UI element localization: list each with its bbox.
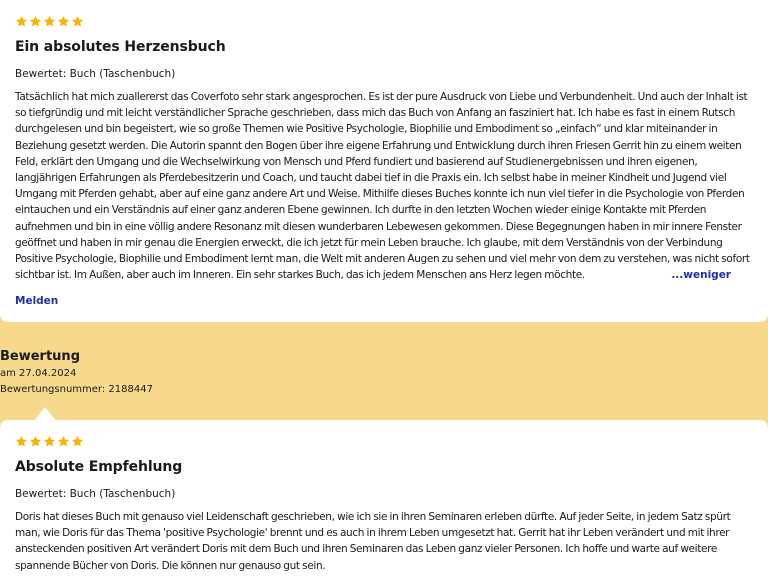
star-icon: [15, 15, 28, 28]
review-card: [0, 420, 768, 580]
star-icon: [71, 435, 84, 448]
review-text-container: [15, 89, 753, 283]
review-meta-heading: Bewertung: [0, 349, 80, 364]
review-text: Tatsächlich hat mich zuallererst das Coverfoto sehr stark angesprochen. Es ist der pure Ausdruck von Liebe und Verbundenheit. Und auch der Inhalt ist so tiefgründig und mit leicht verständlicher Sprache geschrieben, dass mich das Buch von Anfang an fasziniert hat. Ich habe es fast in einem Rutsch durchgelesen und bin begeistert, wie so große Themen wie Positive Psychologie, Biophilie und Embodiment so „einfach“ und klar miteinander in Beziehung gesetzt werden. Die Autorin spannt den Bogen über ihre eigene Erfahrung und Entwicklung durch ihren Friesen Gerrit hin zu einem weiten Feld, erklärt den Umgang und die Wechselwirkung von Mensch und Pferd fundiert und basierend auf Studienergebnissen und ihren eigenen, langjährigen Erfahrungen als Pferdebesitzerin und Coach, und taucht dabei tief in die Praxis ein. Ich selbst habe in meiner Kindheit und Jugend viel Umgang mit Pferden gehabt, aber auf eine ganz andere Art und Weise. Mithilfe dieses Buches konnte ich nun viel tiefer in die Psychologie von Pferden eintauchen und ein Verständnis auf einer ganz anderen Ebene gewinnen. Ich durfte in den letzten Wochen wieder einige Kontakte mit Pferden aufnehmen und bin in eine völlig andere Resonanz mit diesen wunderbaren Lebewesen gekommen. Diese Begegnungen haben in mir innere Fenster geöffnet und haben in mir genau die Energien erweckt, die ich jetzt für mein Leben brauche. Ich glaube, mit dem Verständnis von der Verbindung Positive Psychologie, Biophilie und Embodiment lernt man, die Welt mit anderen Augen zu sehen und viel mehr von dem zu verstehen, was nicht sofort sichtbar ist. Im Außen, aber auch im Inneren. Ein sehr starkes Buch, das ich jedem Menschen ans Herz legen möchte.: [15, 91, 750, 282]
review-text: Doris hat dieses Buch mit genauso viel Leidenschaft geschrieben, wie ich sie in ihren Seminaren erleben dürfte. Auf jeder Seite, in jedem Satz spürt man, wie Doris für das Thema 'positive Psychologie' brennt und es auch in ihrem Leben umgesetzt hat. Gerrit hat ihr Leben verändert und mit ihrer ansteckenden positiven Art verändert Doris mit dem Buch und ihren Seminaren das Leben ganz vieler Personen. Ich hoffe und warte auf weitere spannende Bücher von Doris. Die können nur genauso gut sein.: [15, 511, 731, 572]
star-icon: [57, 15, 70, 28]
review-title: Absolute Empfehlung: [15, 459, 183, 475]
rated-product: Bewertet: Buch (Taschenbuch): [15, 68, 176, 80]
star-rating: [15, 0, 753, 28]
show-less-link[interactable]: ...weniger: [671, 269, 731, 282]
review-date: am 27.04.2024: [0, 368, 77, 379]
review-number: Bewertungsnummer: 2188447: [0, 383, 153, 395]
review-meta: [0, 349, 153, 397]
star-icon: [57, 435, 70, 448]
review-title: Ein absolutes Herzensbuch: [15, 39, 226, 55]
star-icon: [15, 435, 28, 448]
star-icon: [71, 15, 84, 28]
star-rating: [15, 420, 753, 448]
star-icon: [43, 15, 56, 28]
star-icon: [43, 435, 56, 448]
speech-bubble-notch: [34, 407, 56, 421]
rated-product: Bewertet: Buch (Taschenbuch): [15, 488, 176, 500]
report-link[interactable]: Melden: [15, 295, 59, 308]
star-icon: [29, 15, 42, 28]
star-icon: [29, 435, 42, 448]
